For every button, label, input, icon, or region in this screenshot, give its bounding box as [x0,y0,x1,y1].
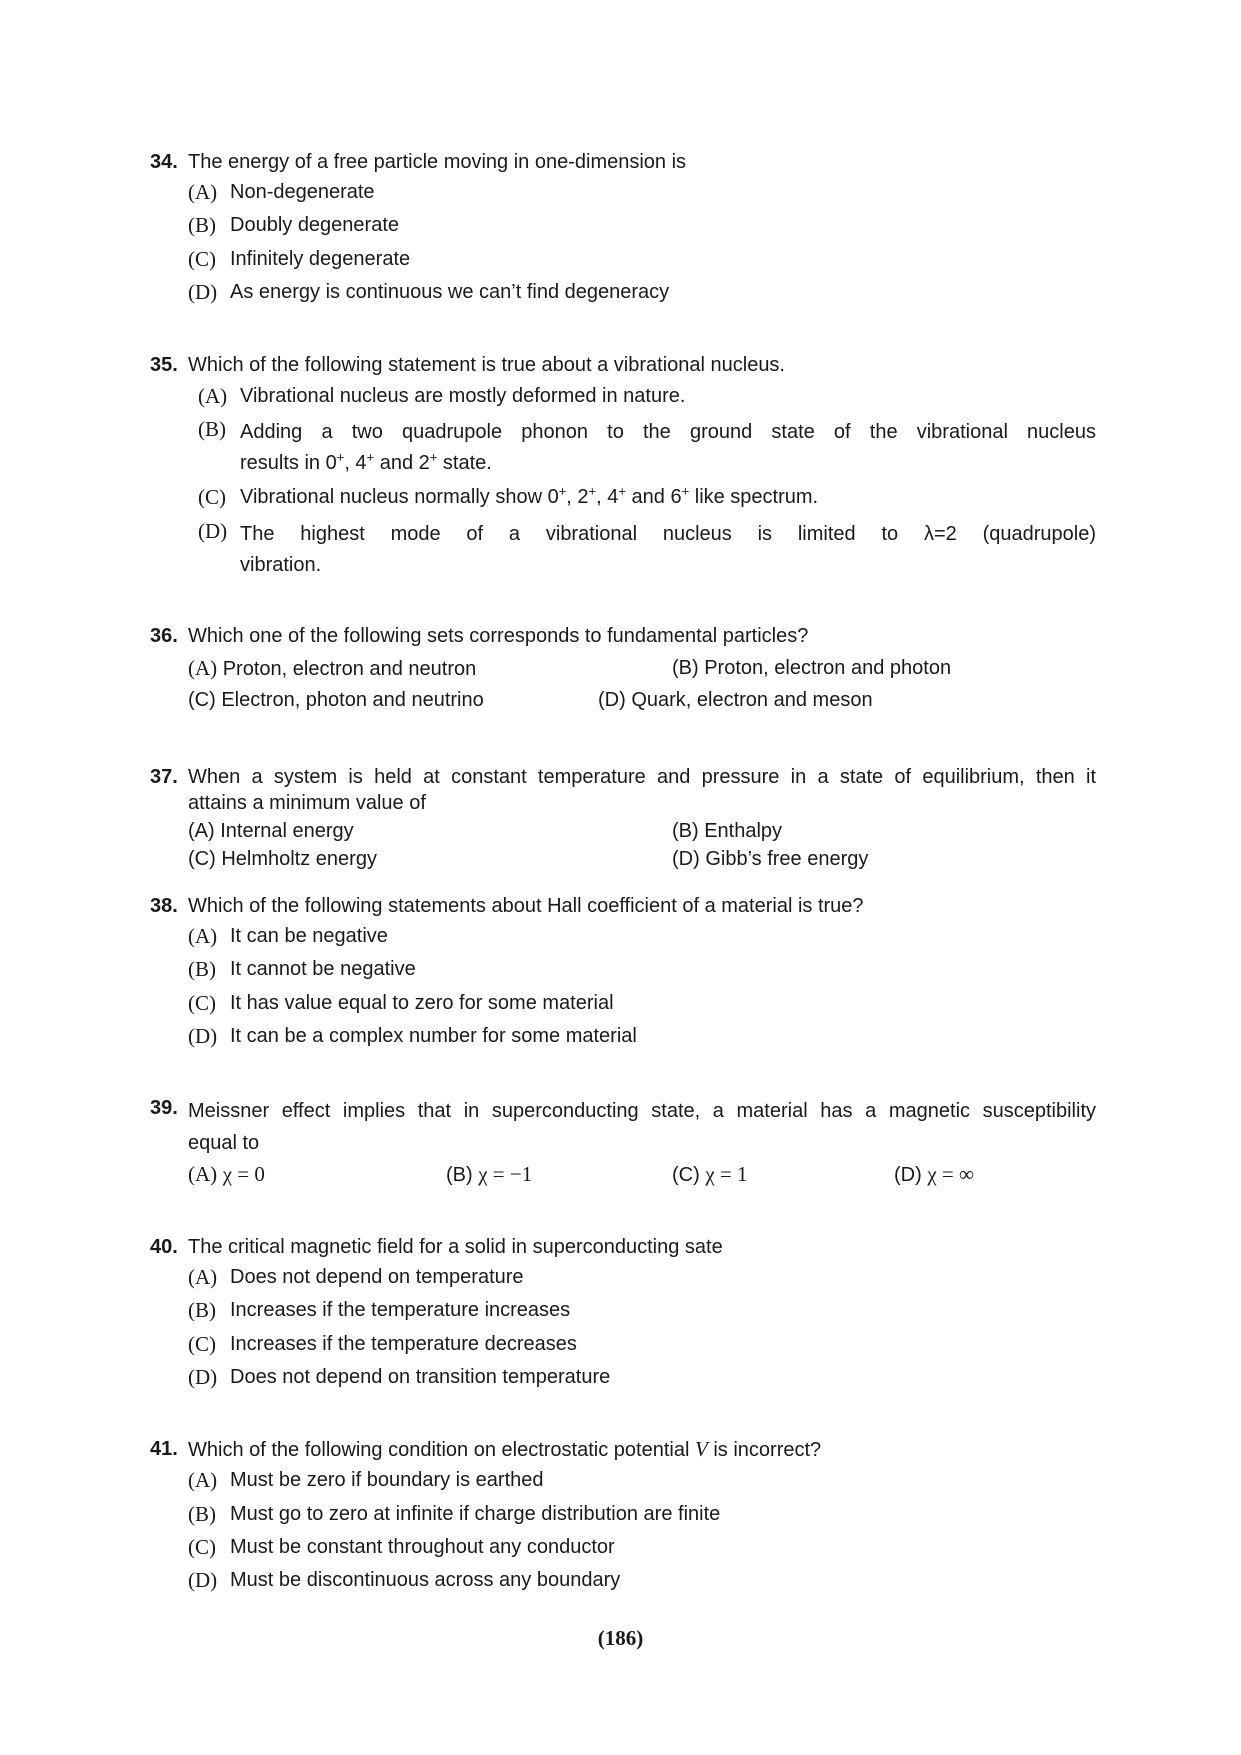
question-text: The critical magnetic field for a solid in superconducting sate [188,1236,723,1258]
option-b: (B) Doubly degenerate [188,213,400,238]
question-37 [150,764,1096,870]
option-a: (A) Proton, electron and neutron [188,656,477,680]
option-a: (A) Vibrational nucleus are mostly deformed in nature. [198,384,686,408]
option-a: (A) Internal energy [188,820,354,842]
option-c: (C) It has value equal to zero for some material [188,990,614,1015]
option-d: (D) χ = ∞ [894,1162,974,1186]
option-b: (B) Proton, electron and photon [672,657,952,679]
page-number: (186) [597,1626,644,1650]
question-number: 35. [150,354,178,376]
option-d: (D) Quark, electron and meson [598,689,873,711]
question-text: Which of the following condition on electrostatic potential V is incorrect? [188,1437,822,1461]
option-a: (A) It can be negative [188,924,388,948]
option-d: (D) The highest mode of a vibrational nucleus is limited to λ=2 (quadrupole) vibration. [198,518,1096,576]
option-b: (B) It cannot be negative [188,957,416,982]
option-d: (D) Gibb’s free energy [672,848,869,870]
option-b: (B) Enthalpy [672,820,783,842]
question-text-line1: When a system is held at constant temperature and pressure in a state of equilibrium, then it [188,766,1096,788]
option-d: (D) Does not depend on transition temperature [188,1364,611,1389]
option-a: (A) χ = 0 [188,1162,265,1186]
question-text-line2: equal to [188,1132,260,1154]
option-a: (A) Must be zero if boundary is earthed [188,1468,544,1493]
question-number: 36. [150,625,178,647]
question-34 [150,149,1096,306]
question-number: 41. [150,1438,178,1460]
question-35 [150,352,1096,580]
option-c: (C) Electron, photon and neutrino [188,689,484,711]
option-c: (C) Increases if the temperature decreases [188,1331,577,1356]
option-b: (B) Increases if the temperature increases [188,1298,571,1323]
question-text: Which one of the following sets corresponds to fundamental particles? [188,625,809,647]
option-d: (D) It can be a complex number for some material [188,1023,637,1048]
question-text: Which of the following statement is true about a vibrational nucleus. [188,354,785,376]
question-number: 38. [150,895,178,917]
option-b: (B) Must go to zero at infinite if charge distribution are finite [188,1501,721,1526]
question-39 [150,1095,1096,1186]
option-d: (D) As energy is continuous we can’t find degeneracy [188,279,670,304]
option-c: (C) Must be constant throughout any conductor [188,1534,615,1559]
question-number: 39. [150,1097,178,1119]
option-b: (B) Adding a two quadrupole phonon to the ground state of the vibrational nucleus results in 0+, 4+ and 2+ state. [198,417,1096,475]
question-number: 37. [150,766,178,788]
question-text: Which of the following statements about Hall coefficient of a material is true? [188,895,864,917]
option-c: (C) Infinitely degenerate [188,246,411,271]
question-number: 34. [150,151,178,173]
question-40 [150,1234,1096,1391]
option-a: (A) Non-degenerate [188,180,375,204]
question-text: The energy of a free particle moving in one-dimension is [188,151,687,173]
question-38 [150,893,1096,1050]
question-36 [150,623,1096,711]
question-text-line2: attains a minimum value of [188,792,426,814]
question-text-line1: Meissner effect implies that in superconducting state, a material has a magnetic susceptibility [188,1100,1096,1122]
option-d: (D) Must be discontinuous across any boundary [188,1568,621,1593]
option-b: (B) χ = −1 [446,1162,533,1186]
question-number: 40. [150,1236,178,1258]
option-c: (C) Vibrational nucleus normally show 0+, 2+, 4+ and 6+ like spectrum. [198,483,819,510]
option-c: (C) Helmholtz energy [188,848,377,870]
option-a: (A) Does not depend on temperature [188,1265,524,1289]
question-41 [150,1436,1096,1594]
option-c: (C) χ = 1 [672,1162,748,1186]
